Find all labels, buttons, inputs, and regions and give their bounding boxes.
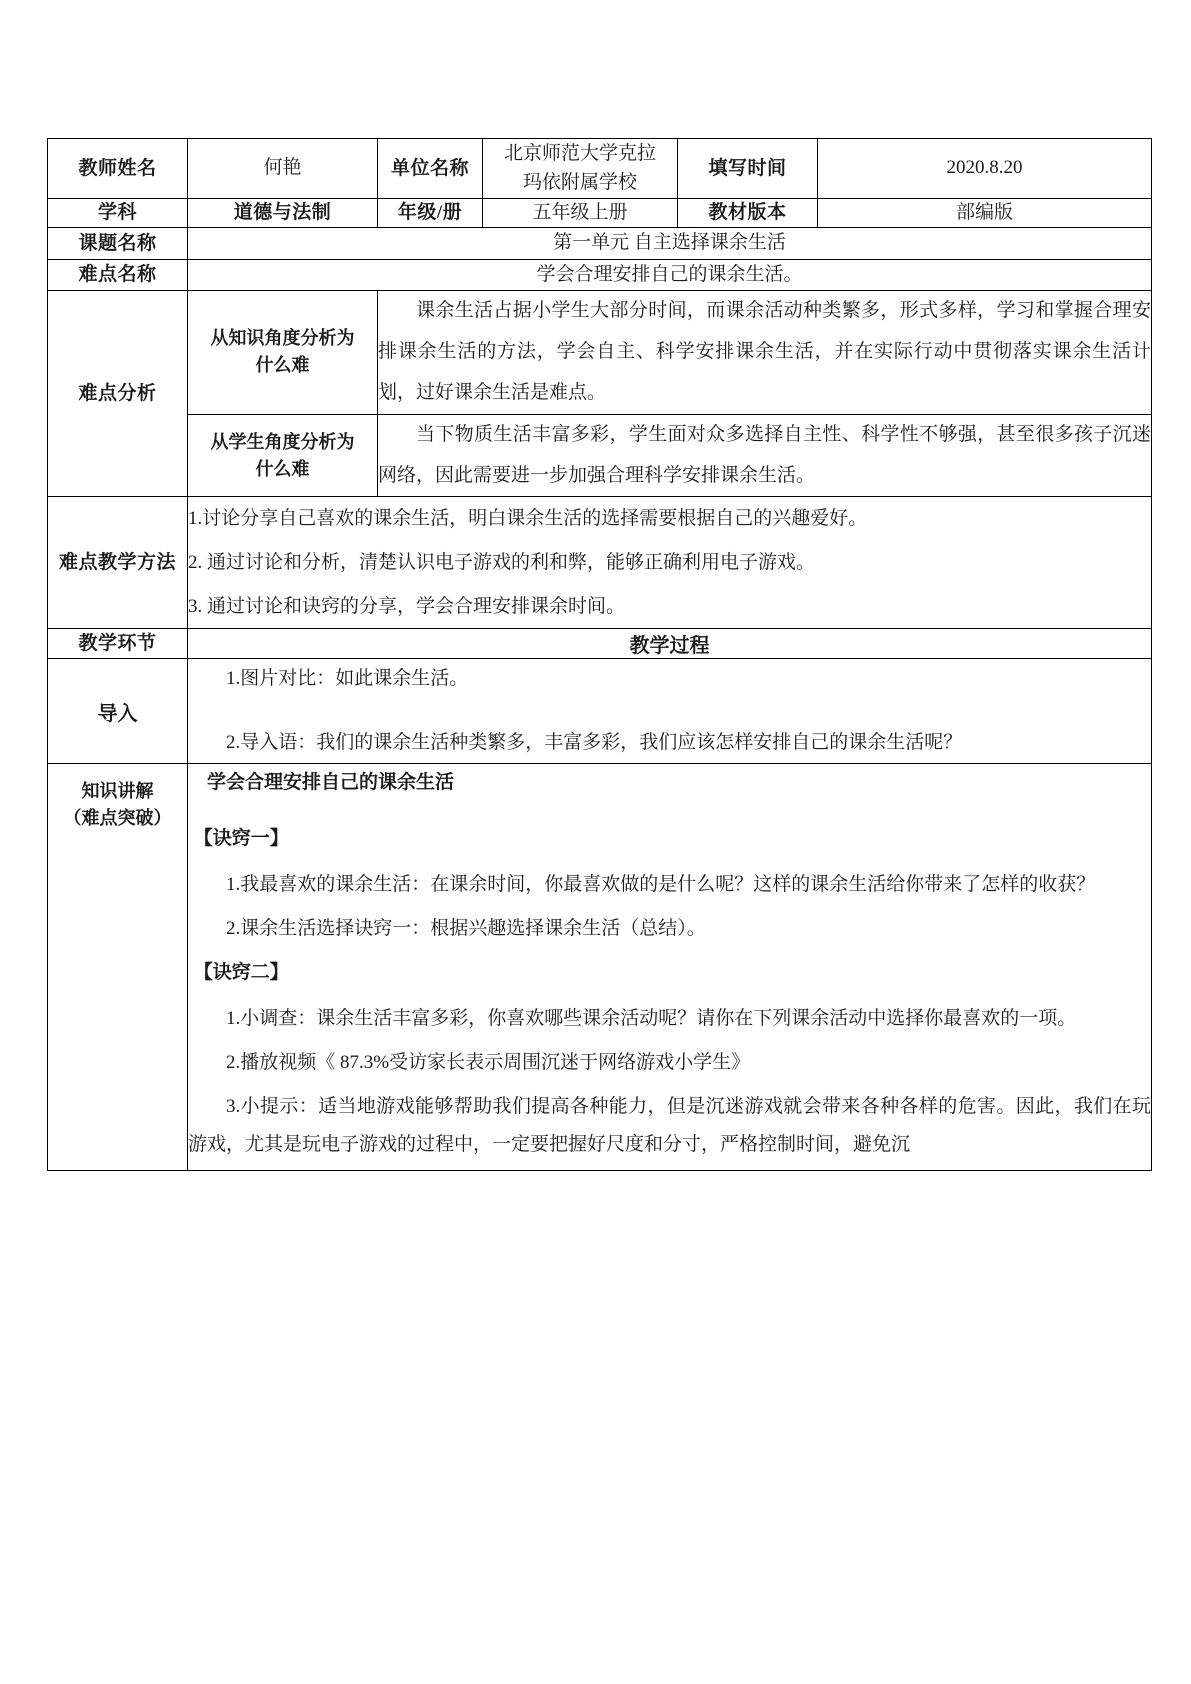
analysis-knowledge-label-line-1: 从知识角度分析为	[210, 328, 355, 349]
table-row-intro	[48, 659, 1152, 764]
table-row-topic	[48, 228, 1152, 259]
label-difficulty-name: 难点名称	[48, 259, 188, 290]
table-row-process-header	[48, 629, 1152, 659]
knowledge-tip2-heading: 【诀窍二】	[193, 962, 289, 984]
lesson-plan-table	[47, 138, 1152, 1171]
table-row-difficulty-analysis-student	[48, 414, 1152, 497]
list-teaching-methods	[188, 497, 1152, 629]
analysis-knowledge-paragraph: 课余生活占据小学生大部分时间，而课余活动种类繁多，形式多样，学习和掌握合理安排课余生活的方法，学会自主、科学安排课余生活，并在实际行动中贯彻落实课余生活计划，过好课余生活是难点。	[378, 300, 1151, 403]
label-unit-name: 单位名称	[378, 139, 483, 199]
table-row-teacher-info	[48, 139, 1152, 199]
label-analysis-student-angle	[188, 414, 378, 497]
knowledge-tip1-item-2: 2.课余生活选择诀窍一：根据兴趣选择课余生活（总结）。	[226, 918, 706, 940]
label-analysis-knowledge-angle	[188, 291, 378, 415]
table-row-difficulty-analysis-knowledge	[48, 291, 1152, 415]
intro-item: 1.图片对比：如此课余生活。	[226, 668, 469, 690]
value-unit-name	[483, 139, 678, 199]
label-topic-name: 课题名称	[48, 228, 188, 259]
table-row-subject-info	[48, 198, 1152, 228]
label-difficulty-analysis: 难点分析	[48, 291, 188, 497]
text-analysis-student-angle	[378, 414, 1152, 497]
value-fill-time: 2020.8.20	[818, 139, 1152, 199]
table-row-knowledge-explanation	[48, 764, 1152, 1171]
knowledge-tip2-item-2: 2.播放视频《 87.3%受访家长表示周围沉迷于网络游戏小学生》	[226, 1052, 751, 1074]
label-teacher-name: 教师姓名	[48, 139, 188, 199]
content-knowledge-explanation	[188, 764, 1152, 1171]
label-teaching-process: 教学过程	[188, 629, 1152, 659]
text-analysis-knowledge-angle	[378, 291, 1152, 415]
analysis-student-label-line-1: 从学生角度分析为	[210, 431, 355, 452]
knowledge-tip1-item-1: 1.我最喜欢的课余生活：在课余时间，你最喜欢做的是什么呢？这样的课余生活给你带来了怎样的收获？	[226, 874, 1096, 896]
label-fill-time: 填写时间	[678, 139, 818, 199]
label-teaching-methods: 难点教学方法	[48, 497, 188, 629]
teaching-method-item: 2. 通过讨论和分析，清楚认识电子游戏的利和弊，能够正确利用电子游戏。	[188, 552, 816, 574]
knowledge-tip2-item-1: 1.小调查：课余生活丰富多彩，你喜欢哪些课余活动呢？请你在下列课余活动中选择你最喜欢的一项。	[226, 1008, 1077, 1030]
value-topic-name: 第一单元 自主选择课余生活	[188, 228, 1152, 259]
analysis-student-paragraph: 当下物质生活丰富多彩，学生面对众多选择自主性、科学性不够强，甚至很多孩子沉迷网络，因此需要进一步加强合理科学安排课余生活。	[378, 423, 1151, 486]
intro-item: 2.导入语：我们的课余生活种类繁多，丰富多彩，我们应该怎样安排自己的课余生活呢？	[226, 732, 963, 754]
label-knowledge-explanation	[48, 764, 188, 1171]
label-intro-stage: 导入	[48, 659, 188, 764]
value-subject: 道德与法制	[188, 198, 378, 228]
unit-name-line-1: 北京师范大学克拉	[503, 143, 656, 164]
knowledge-tip1-heading: 【诀窍一】	[193, 828, 289, 850]
knowledge-label-line-2: （难点突破）	[63, 808, 172, 829]
content-intro	[188, 659, 1152, 764]
value-textbook-version: 部编版	[818, 198, 1152, 228]
value-grade: 五年级上册	[483, 198, 678, 228]
table-row-teaching-methods	[48, 497, 1152, 629]
label-teaching-stage: 教学环节	[48, 629, 188, 659]
analysis-knowledge-label-line-2: 什么难	[255, 355, 310, 376]
knowledge-title: 学会合理安排自己的课余生活	[207, 772, 455, 794]
teaching-method-item: 1.讨论分享自己喜欢的课余生活，明白课余生活的选择需要根据自己的兴趣爱好。	[188, 508, 868, 530]
label-textbook-version: 教材版本	[678, 198, 818, 228]
teaching-method-item: 3. 通过讨论和诀窍的分享，学会合理安排课余时间。	[188, 595, 626, 617]
value-difficulty-name: 学会合理安排自己的课余生活。	[188, 259, 1152, 290]
knowledge-label-line-1: 知识讲解	[81, 781, 154, 802]
knowledge-tip2-item-3: 3.小提示：适当地游戏能够帮助我们提高各种能力，但是沉迷游戏就会带来各种各样的危害。因此，我们在玩游戏，尤其是玩电子游戏的过程中，一定要把握好尺度和分寸，严格控制时间，避免沉	[188, 1096, 1151, 1156]
label-grade: 年级/册	[378, 198, 483, 228]
analysis-student-label-line-2: 什么难	[255, 458, 310, 479]
label-subject: 学科	[48, 198, 188, 228]
table-row-difficulty-name	[48, 259, 1152, 290]
value-teacher-name: 何艳	[188, 139, 378, 199]
unit-name-line-2: 玛依附属学校	[522, 172, 637, 194]
